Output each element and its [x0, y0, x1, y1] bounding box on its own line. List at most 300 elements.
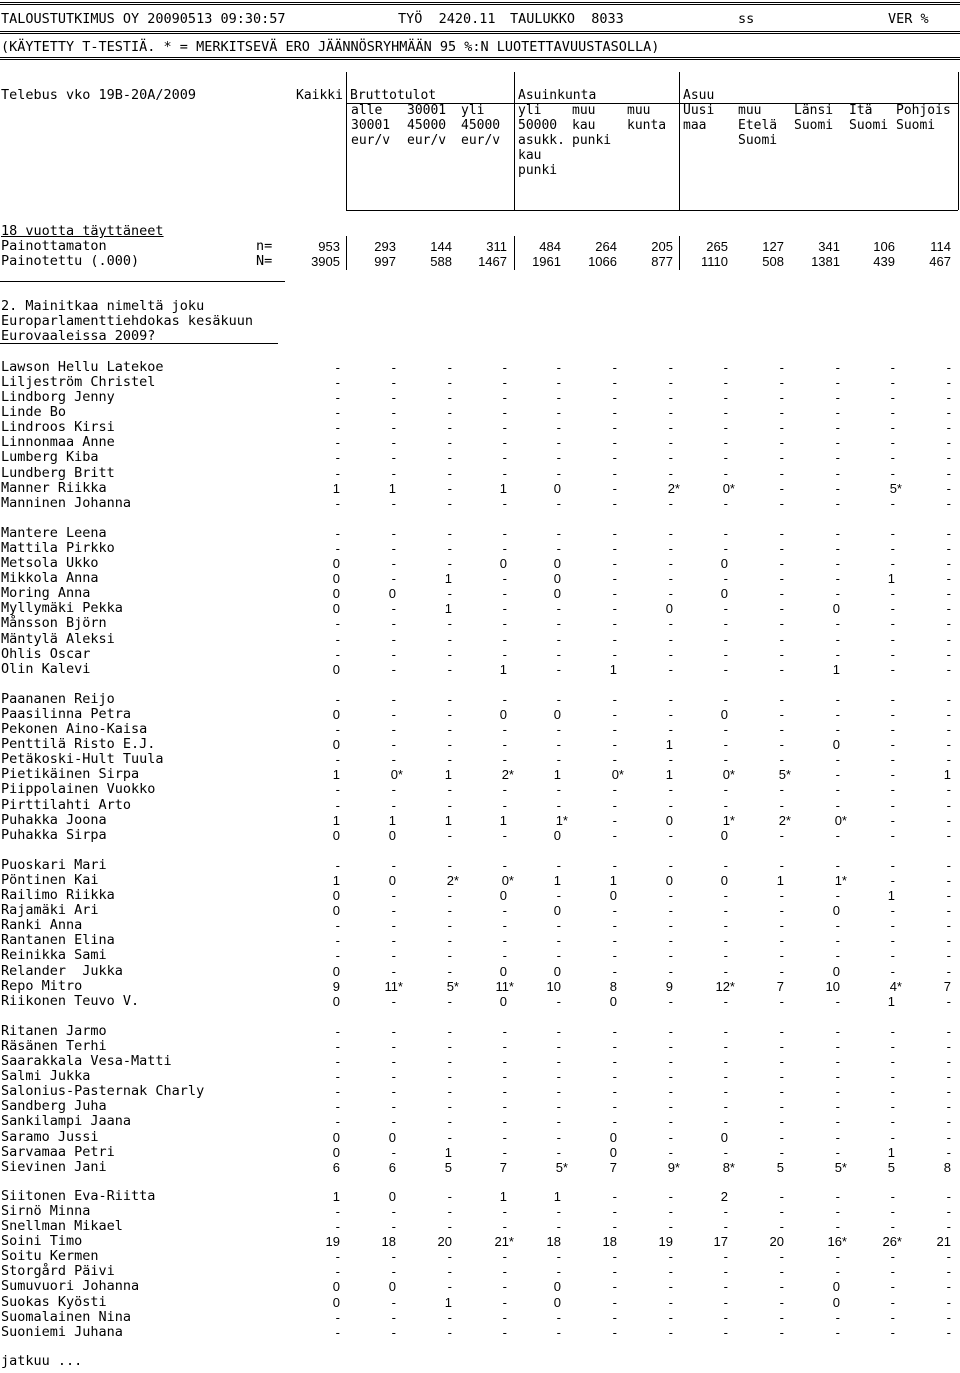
table-cell: -	[835, 888, 840, 904]
table-cell: -	[447, 692, 452, 707]
table-cell: -	[502, 1069, 507, 1085]
table-cell: -	[835, 435, 840, 451]
table-cell: -	[946, 707, 951, 723]
table-cell: -	[612, 450, 617, 466]
table-cell: -	[835, 375, 840, 391]
table-cell: -	[556, 1054, 561, 1070]
table-cell: -	[723, 1309, 728, 1325]
table-cell: -	[946, 858, 951, 873]
table-cell: -	[668, 435, 673, 451]
table-cell: -	[335, 692, 340, 707]
table-cell: -	[835, 1144, 840, 1160]
candidate-name: Manner Riikka	[1, 479, 107, 496]
table-cell: -	[502, 1144, 507, 1160]
table-cell: -	[556, 495, 561, 511]
table-cell: -	[779, 360, 784, 375]
table-cell: 1	[332, 480, 340, 496]
table-cell: -	[835, 1024, 840, 1039]
candidate-name: Myllymäki Pekka	[1, 600, 123, 617]
table-cell: -	[502, 375, 507, 391]
table-cell: -	[556, 797, 561, 813]
table-cell: -	[668, 888, 673, 904]
column-header-line: muu	[572, 103, 596, 118]
table-cell: -	[447, 1264, 452, 1280]
table-cell: -	[890, 495, 895, 511]
table-cell: -	[391, 797, 396, 813]
candidate-name: Linnonmaa Anne	[1, 434, 115, 451]
table-cell: -	[556, 1039, 561, 1055]
table-cell: -	[447, 933, 452, 949]
table-cell: -	[779, 1114, 784, 1130]
table-cell: -	[556, 435, 561, 451]
table-cell: -	[447, 737, 452, 753]
table-cell: -	[391, 888, 396, 904]
table-cell: 1	[553, 1189, 561, 1204]
table-cell: 0	[332, 707, 340, 723]
table-cell: 8*	[722, 1159, 735, 1175]
table-cell: -	[668, 1294, 673, 1310]
table-cell: -	[890, 661, 895, 677]
table-cell: -	[556, 646, 561, 662]
table-cell: -	[890, 465, 895, 481]
table-cell: -	[946, 737, 951, 753]
group-title-asuu: Asuu	[683, 88, 715, 103]
table-row	[0, 360, 960, 375]
table-cell: -	[946, 948, 951, 964]
table-cell: -	[946, 495, 951, 511]
candidate-name: Rantanen Elina	[1, 932, 115, 949]
table-cell: -	[668, 903, 673, 919]
table-row	[0, 1054, 960, 1069]
table-cell: -	[946, 465, 951, 481]
report-header-ss: ss	[738, 11, 755, 27]
table-cell: -	[946, 616, 951, 632]
table-cell: -	[946, 1099, 951, 1115]
column-header-line: maa	[683, 118, 707, 133]
table-cell: -	[779, 556, 784, 572]
table-cell: -	[612, 1189, 617, 1204]
table-cell: -	[835, 1249, 840, 1265]
table-cell: -	[946, 752, 951, 768]
table-cell: -	[890, 737, 895, 753]
table-cell: -	[391, 601, 396, 617]
table-cell: 1	[444, 1294, 452, 1310]
table-cell: -	[447, 1204, 452, 1220]
table-cell: -	[890, 541, 895, 557]
base-value-weighted: 1110	[701, 254, 728, 269]
table-cell: -	[723, 993, 728, 1009]
table-cell: -	[668, 360, 673, 375]
table-cell: -	[391, 752, 396, 768]
table-cell: 18	[381, 1234, 396, 1250]
table-cell: -	[723, 1264, 728, 1280]
table-cell: -	[502, 1264, 507, 1280]
table-cell: -	[779, 707, 784, 723]
table-cell: -	[723, 1054, 728, 1070]
table-cell: -	[335, 752, 340, 768]
table-cell: -	[890, 616, 895, 632]
column-header-line: 30001	[407, 103, 447, 118]
table-cell: -	[335, 722, 340, 738]
table-cell: -	[723, 390, 728, 406]
table-cell: -	[668, 1144, 673, 1160]
table-row	[0, 1160, 960, 1175]
table-cell: -	[502, 1204, 507, 1220]
table-cell: -	[502, 1294, 507, 1310]
base-value-weighted: 467	[929, 254, 951, 269]
table-cell: -	[779, 782, 784, 798]
candidate-name: Linde Bo	[1, 404, 67, 421]
table-cell: -	[447, 435, 452, 451]
table-cell: -	[890, 797, 895, 813]
table-cell: -	[391, 526, 396, 541]
table-cell: -	[779, 1054, 784, 1070]
base-value-weighted: 1467	[478, 254, 507, 269]
table-row	[0, 873, 960, 888]
table-cell: -	[890, 1069, 895, 1085]
table-cell: -	[447, 556, 452, 572]
table-cell: -	[723, 782, 728, 798]
table-cell: -	[723, 963, 728, 979]
table-cell: -	[447, 1099, 452, 1115]
table-cell: 18	[602, 1234, 617, 1250]
column-header-line: muu	[738, 103, 762, 118]
table-cell: -	[335, 1204, 340, 1220]
table-cell: 1	[444, 601, 452, 617]
table-cell: -	[612, 1324, 617, 1340]
table-cell: 0	[332, 556, 340, 572]
column-header-line: eur/v	[407, 133, 447, 148]
table-cell: 0	[720, 586, 728, 602]
table-cell: 9	[665, 978, 673, 994]
table-cell: -	[946, 360, 951, 375]
table-cell: -	[723, 1294, 728, 1310]
table-cell: -	[447, 1309, 452, 1325]
table-cell: -	[835, 616, 840, 632]
table-cell: -	[835, 767, 840, 783]
table-cell: 1	[332, 812, 340, 828]
table-cell: -	[779, 858, 784, 873]
table-cell: -	[779, 465, 784, 481]
candidate-name: Lundberg Britt	[1, 464, 115, 481]
table-cell: -	[890, 420, 895, 436]
candidate-name: Mikkola Anna	[1, 570, 99, 587]
table-cell: -	[391, 993, 396, 1009]
column-header-line: kunta	[627, 118, 667, 133]
table-row	[0, 1145, 960, 1160]
table-cell: -	[835, 1264, 840, 1280]
table-cell: -	[502, 586, 507, 602]
candidate-name: Pietikäinen Sirpa	[1, 766, 140, 783]
table-cell: -	[779, 1129, 784, 1145]
candidate-name: Soitu Kermen	[1, 1248, 99, 1265]
table-cell: -	[612, 480, 617, 496]
table-cell: -	[779, 616, 784, 632]
table-cell: -	[668, 1204, 673, 1220]
table-cell: -	[779, 827, 784, 843]
table-cell: -	[335, 1324, 340, 1340]
base-value-unweighted: 341	[818, 239, 840, 254]
candidate-name: Storgård Päivi	[1, 1263, 115, 1280]
table-cell: -	[612, 737, 617, 753]
table-cell: 0	[332, 661, 340, 677]
table-cell: -	[779, 737, 784, 753]
table-cell: -	[835, 556, 840, 572]
table-cell: -	[835, 1069, 840, 1085]
table-cell: -	[335, 435, 340, 451]
table-cell: -	[668, 1039, 673, 1055]
table-cell: 0	[332, 963, 340, 979]
table-cell: -	[723, 526, 728, 541]
table-cell: -	[335, 858, 340, 873]
table-cell: -	[556, 692, 561, 707]
weighted-label: Painotettu (.000)	[1, 253, 140, 269]
table-cell: -	[391, 631, 396, 647]
table-cell: -	[668, 1069, 673, 1085]
table-cell: -	[556, 1084, 561, 1100]
table-cell: -	[946, 888, 951, 904]
table-cell: -	[668, 631, 673, 647]
base-value-unweighted: 311	[486, 239, 507, 254]
table-cell: -	[779, 1264, 784, 1280]
table-cell: 2*	[501, 767, 514, 783]
table-cell: -	[723, 541, 728, 557]
table-cell: 18	[546, 1234, 561, 1250]
column-header-line: Etelä	[738, 118, 778, 133]
table-cell: 1	[887, 1144, 895, 1160]
table-cell: -	[946, 1204, 951, 1220]
candidate-name: Moring Anna	[1, 585, 91, 602]
candidate-name: Olin Kalevi	[1, 660, 91, 677]
table-cell: -	[835, 1219, 840, 1235]
table-cell: -	[556, 420, 561, 436]
table-cell: -	[391, 435, 396, 451]
table-cell: -	[447, 616, 452, 632]
table-cell: -	[612, 405, 617, 421]
table-cell: -	[502, 1099, 507, 1115]
table-cell: -	[612, 541, 617, 557]
table-cell: -	[835, 646, 840, 662]
table-cell: -	[890, 752, 895, 768]
table-row	[0, 1325, 960, 1340]
table-cell: -	[723, 888, 728, 904]
table-cell: -	[835, 827, 840, 843]
base-value-weighted: 1381	[811, 254, 840, 269]
table-cell: -	[946, 827, 951, 843]
table-cell: -	[391, 692, 396, 707]
table-cell: -	[612, 707, 617, 723]
table-cell: -	[612, 1204, 617, 1220]
candidate-name: Riikonen Teuvo V.	[1, 992, 140, 1009]
table-cell: -	[556, 1099, 561, 1115]
table-cell: 8	[609, 978, 617, 994]
table-cell: -	[890, 858, 895, 873]
table-cell: 0	[720, 873, 728, 889]
table-row	[0, 450, 960, 465]
table-cell: -	[835, 571, 840, 587]
table-cell: -	[779, 993, 784, 1009]
table-cell: -	[890, 1039, 895, 1055]
table-cell: -	[612, 390, 617, 406]
table-row	[0, 586, 960, 601]
table-cell: -	[556, 526, 561, 541]
candidate-name: Paasilinna Petra	[1, 706, 132, 723]
table-cell: 5*	[555, 1159, 568, 1175]
table-cell: -	[502, 420, 507, 436]
table-cell: -	[946, 480, 951, 496]
table-cell: -	[447, 631, 452, 647]
table-cell: -	[447, 993, 452, 1009]
table-cell: -	[668, 420, 673, 436]
table-cell: -	[335, 1099, 340, 1115]
table-cell: -	[723, 797, 728, 813]
base-value-unweighted: 106	[873, 239, 895, 254]
table-cell: 0*	[501, 873, 514, 889]
table-cell: -	[447, 661, 452, 677]
table-cell: -	[890, 933, 895, 949]
table-cell: -	[946, 631, 951, 647]
table-cell: -	[612, 375, 617, 391]
base-value-weighted: 997	[374, 254, 396, 269]
candidate-name: Piippolainen Vuokko	[1, 781, 156, 798]
table-cell: -	[502, 360, 507, 375]
table-cell: -	[556, 1144, 561, 1160]
table-cell: -	[502, 450, 507, 466]
table-cell: -	[391, 737, 396, 753]
table-cell: -	[723, 435, 728, 451]
table-cell: 1*	[834, 873, 847, 889]
table-cell: -	[335, 1024, 340, 1039]
base-value-unweighted: 205	[651, 239, 673, 254]
table-cell: 0	[332, 586, 340, 602]
table-cell: -	[447, 1114, 452, 1130]
table-cell: 0*	[722, 480, 735, 496]
candidate-name: Suoniemi Juhana	[1, 1323, 123, 1340]
table-cell: -	[556, 752, 561, 768]
table-cell: -	[946, 1189, 951, 1204]
header-bottom-rule	[346, 210, 958, 211]
table-cell: 0	[332, 1129, 340, 1145]
table-cell: -	[612, 1084, 617, 1100]
table-cell: -	[556, 405, 561, 421]
table-cell: -	[335, 1069, 340, 1085]
table-cell: -	[723, 858, 728, 873]
table-cell: -	[835, 1099, 840, 1115]
table-cell: -	[447, 1069, 452, 1085]
table-cell: -	[779, 1039, 784, 1055]
table-cell: -	[502, 737, 507, 753]
table-cell: -	[946, 586, 951, 602]
table-cell: 1	[444, 767, 452, 783]
table-cell: -	[391, 556, 396, 572]
table-cell: -	[391, 360, 396, 375]
table-cell: -	[502, 1219, 507, 1235]
table-cell: 1	[388, 480, 396, 496]
table-cell: -	[391, 1309, 396, 1325]
table-cell: -	[556, 722, 561, 738]
table-cell: -	[502, 1324, 507, 1340]
table-cell: -	[946, 556, 951, 572]
table-cell: -	[779, 1279, 784, 1295]
table-cell: -	[890, 1264, 895, 1280]
candidate-name: Sarvamaa Petri	[1, 1143, 115, 1160]
table-cell: -	[335, 1114, 340, 1130]
top-double-rule	[0, 2, 960, 5]
group-title-asuinkunta: Asuinkunta	[518, 88, 597, 103]
table-cell: -	[723, 933, 728, 949]
table-row	[0, 632, 960, 647]
table-cell: -	[556, 390, 561, 406]
table-cell: -	[391, 1204, 396, 1220]
table-cell: -	[556, 993, 561, 1009]
column-header-line: punki	[518, 163, 558, 178]
table-cell: 0	[665, 873, 673, 889]
table-cell: -	[447, 1129, 452, 1145]
candidate-name: Rajamäki Ari	[1, 902, 99, 919]
table-row	[0, 466, 960, 481]
table-cell: -	[779, 480, 784, 496]
table-cell: -	[502, 1279, 507, 1295]
table-cell: -	[668, 586, 673, 602]
table-cell: 0	[553, 480, 561, 496]
table-cell: -	[946, 797, 951, 813]
col-divider	[958, 72, 959, 210]
table-cell: -	[612, 526, 617, 541]
table-cell: 1	[444, 1144, 452, 1160]
table-cell: 0	[332, 888, 340, 904]
table-cell: 0	[553, 707, 561, 723]
table-row	[0, 1264, 960, 1279]
candidate-name: Railimo Riikka	[1, 887, 115, 904]
table-cell: 0	[332, 1144, 340, 1160]
table-cell: 0	[832, 1279, 840, 1295]
column-header-line: kau	[572, 118, 596, 133]
table-cell: -	[835, 948, 840, 964]
table-cell: -	[335, 1084, 340, 1100]
table-cell: 1*	[555, 812, 568, 828]
table-cell: -	[723, 601, 728, 617]
table-row	[0, 752, 960, 767]
table-cell: -	[502, 435, 507, 451]
table-cell: -	[447, 722, 452, 738]
table-cell: 1	[887, 993, 895, 1009]
candidate-name: Puoskari Mari	[1, 857, 107, 873]
candidate-name: Sumuvuori Johanna	[1, 1278, 140, 1295]
column-header-line: 45000	[461, 118, 501, 133]
table-cell: -	[779, 1084, 784, 1100]
table-cell: 0	[832, 903, 840, 919]
table-cell: -	[668, 1309, 673, 1325]
table-cell: 8	[943, 1159, 951, 1175]
table-row	[0, 918, 960, 933]
table-cell: 0	[832, 963, 840, 979]
table-cell: -	[890, 1279, 895, 1295]
table-cell: 1	[388, 812, 396, 828]
table-cell: 4*	[889, 978, 902, 994]
table-row	[0, 858, 960, 873]
candidate-name: Petäkoski-Hult Tuula	[1, 751, 164, 768]
table-cell: -	[890, 405, 895, 421]
table-cell: -	[556, 1069, 561, 1085]
table-cell: -	[723, 631, 728, 647]
table-row	[0, 1295, 960, 1310]
col-kaikki: Kaikki	[296, 88, 343, 103]
table-cell: 17	[713, 1234, 728, 1250]
table-cell: -	[723, 661, 728, 677]
table-cell: -	[779, 752, 784, 768]
table-cell: -	[890, 1114, 895, 1130]
table-cell: -	[835, 390, 840, 406]
